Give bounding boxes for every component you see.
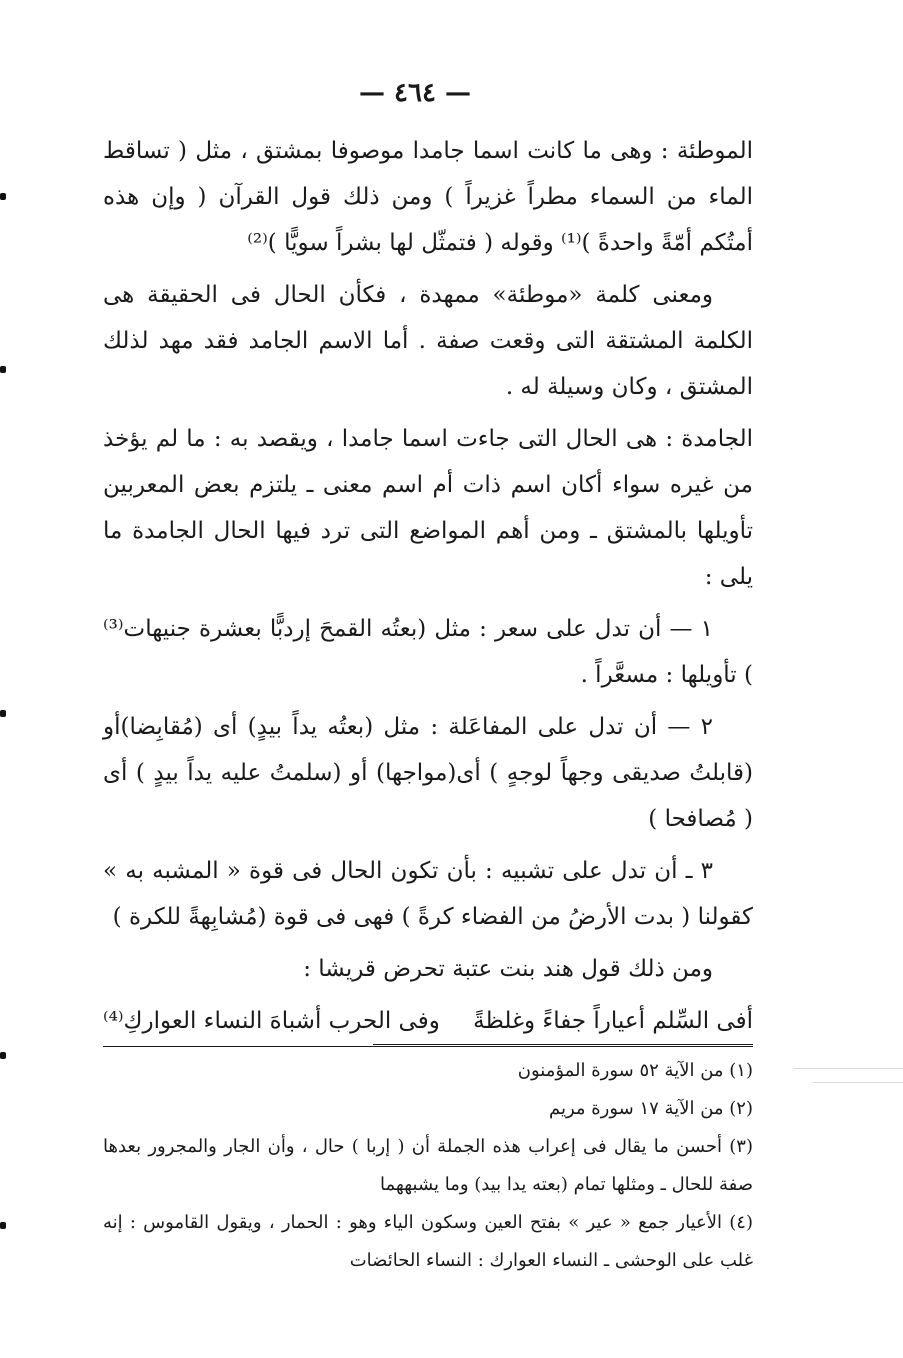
bleed-through-line (813, 1082, 903, 1083)
list-item-price: ١ — أن تدل على سعر : مثل (بعتُه القمحَ إردبًّا بعشرة جنيهات⁽³⁾ ) تأويلها : مسعَّراً . (103, 616, 753, 688)
verse-intro: ومن ذلك قول هند بنت عتبة تحرض قريشا : (303, 956, 713, 982)
main-text (103, 128, 753, 1047)
footnote-1: (١) من الآية ٥٢ سورة المؤمنون (517, 1060, 753, 1081)
footnotes (103, 1052, 753, 1280)
footnote-2: (٢) من الآية ١٧ سورة مريم (548, 1098, 753, 1119)
footnote-4: (٤) الأعيار جمع « عير » بفتح العين وسكون الياء وهو : الحمار ، ويقول القاموس : إنه غلب على الوحشى ـ النساء العوارك : النساء الحائضات (103, 1212, 753, 1271)
list-item-tashbih: ٣ ـ أن تدل على تشبيه : بأن تكون الحال فى قوة « المشبه به » كقولنا ( بدت الأرضُ من الفضاء كرةً ) فهى فى قوة (مُشابِهةً للكرة ) (103, 858, 753, 930)
verse-second-hemistich: وفى الحرب أشباهَ النساء العواركِ⁽⁴⁾ (103, 1008, 440, 1034)
paragraph-jamida: الجامدة : هى الحال التى جاءت اسما جامدا ، ويقصد به : ما لم يؤخذ من غيره سواء أكان اسم ذات أم اسم معنى ـ يلتزم بعض المعربين تأويلها بالمشتق ـ ومن أهم المواضع التى ترد فيها الحال الجامدة ما يلى : (103, 426, 753, 590)
margin-mark (0, 710, 6, 717)
verse-first-hemistich: أفى السِّلم أعياراً جفاءً وغلظةً (473, 1008, 753, 1034)
page-number: — ٤٦٤ — (358, 78, 472, 108)
margin-mark (0, 193, 6, 200)
poetry-verse (103, 998, 753, 1047)
margin-mark (0, 1052, 6, 1059)
paragraph-muwatti-a: الموطئة : وهى ما كانت اسما جامدا موصوفا بمشتق ، مثل ( تساقط الماء من السماء مطراً غزيراً ) ومن ذلك قول القرآن ( وإن هذه أمتُكم أمّةً واحدةً )⁽¹⁾ وقوله ( فتمثّل لها بشراً سويًّا )⁽²⁾ (103, 138, 753, 256)
footnote-divider (373, 1044, 753, 1045)
bleed-through-line (793, 1068, 903, 1069)
margin-mark (0, 1222, 6, 1229)
list-item-mufaala: ٢ — أن تدل على المفاعَلة : مثل (بعتُه يداً بيدٍ) أى (مُقابِضا)أو (قابلتُ صديقى وجهاً لوجهٍ ) أى(مواجها) أو (سلمتُ عليه يداً بيدٍ ) أى ( مُصافحا ) (103, 714, 753, 832)
margin-mark (0, 366, 6, 373)
footnote-3: (٣) أحسن ما يقال فى إعراب هذه الجملة أن ( إربا ) حال ، وأن الجار والمجرور بعدها صفة للحال ـ ومثلها تمام (بعته يدا بيد) وما يشبههما (103, 1136, 753, 1195)
paragraph-meaning: ومعنى كلمة «موطئة» ممهدة ، فكأن الحال فى الحقيقة هى الكلمة المشتقة التى وقعت صفة . أما الاسم الجامد فقد مهد لذلك المشتق ، وكان وسيلة له . (103, 282, 753, 400)
